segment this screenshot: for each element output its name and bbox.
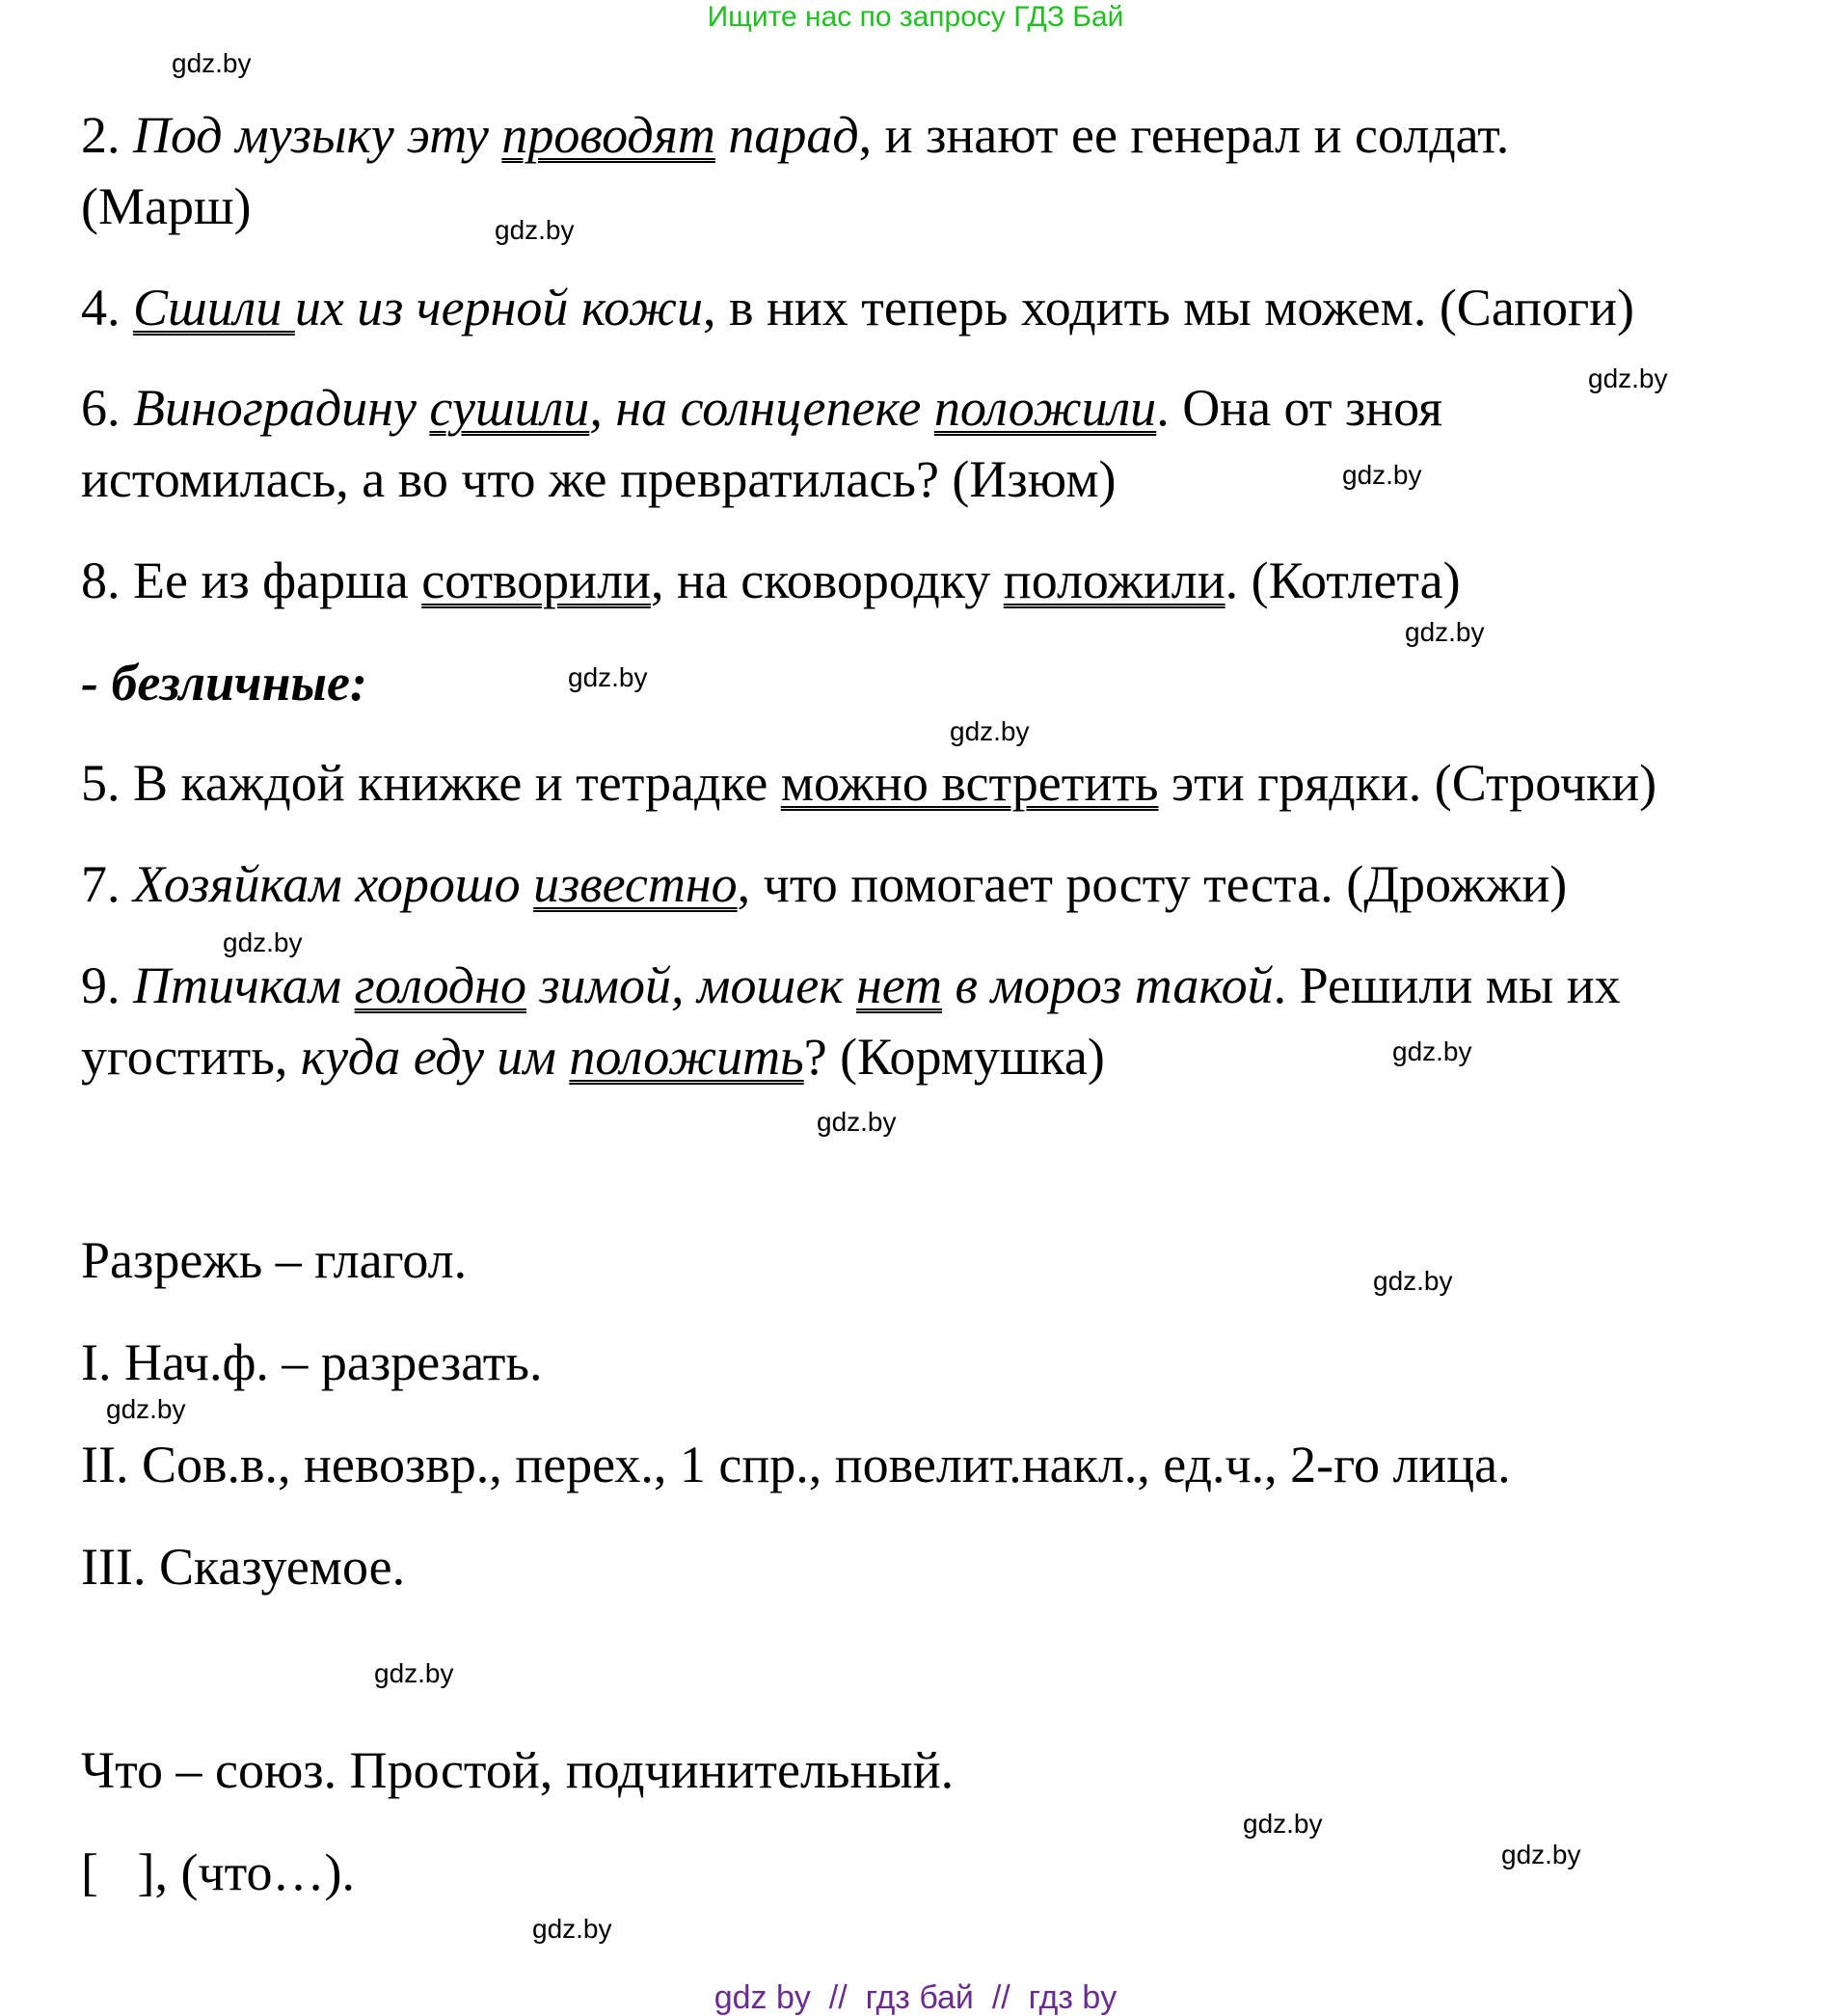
footer-links: gdz by // гдз бай // гдз by <box>714 1979 1117 2016</box>
line-8: 8. Ее из фарша сотворили, на сковородку положили. (Котлета) <box>81 551 1461 609</box>
line-2-answer: (Марш) <box>81 177 252 235</box>
watermark: gdz.by <box>568 662 648 692</box>
line-9: 9. Птичкам голодно зимой, мошек нет в мороз такой. Решили мы их <box>81 956 1621 1014</box>
watermark: gdz.by <box>495 215 575 245</box>
parse-step-3: III. Сказуемое. <box>81 1538 406 1596</box>
parse-word-title: Разрежь – глагол. <box>81 1231 468 1289</box>
watermark: gdz.by <box>532 1914 612 1944</box>
line-4: 4. Сшили их из черной кожи, в них теперь ходить мы можем. (Сапоги) <box>81 279 1635 336</box>
line-2: 2. Под музыку эту проводят парад, и знают ее генерал и солдат. <box>81 106 1510 164</box>
section-heading-impersonal: - безличные: <box>81 654 367 712</box>
search-banner: Ищите нас по запросу ГДЗ Бай <box>707 1 1124 33</box>
line-6: 6. Виноградину сушили, на солнцепеке положили. Она от зноя <box>81 379 1442 437</box>
watermark: gdz.by <box>1243 1809 1323 1839</box>
line-5: 5. В каждой книжке и тетрадке можно встретить эти грядки. (Строчки) <box>81 754 1657 812</box>
watermark: gdz.by <box>1588 363 1668 393</box>
parse-step-1: I. Нач.ф. – разрезать. <box>81 1333 543 1391</box>
parse-step-2: II. Сов.в., невозвр., перех., 1 спр., повелит.накл., ед.ч., 2-го лица. <box>81 1436 1511 1493</box>
line-6-cont: истомилась, а во что же превратилась? (Изюм) <box>81 450 1117 508</box>
watermark: gdz.by <box>1392 1036 1472 1066</box>
watermark: gdz.by <box>1405 617 1485 647</box>
watermark: gdz.by <box>1342 460 1422 490</box>
watermark: gdz.by <box>223 927 303 957</box>
line-9-cont: угостить, куда еду им положить? (Кормушка) <box>81 1028 1105 1086</box>
conjunction-analysis: Что – союз. Простой, подчинительный. <box>81 1741 955 1799</box>
watermark: gdz.by <box>817 1107 897 1137</box>
sentence-scheme: [ ], (что…). <box>81 1843 355 1901</box>
watermark: gdz.by <box>950 716 1030 746</box>
watermark: gdz.by <box>106 1394 186 1424</box>
watermark: gdz.by <box>374 1658 454 1688</box>
watermark: gdz.by <box>172 48 252 78</box>
watermark: gdz.by <box>1373 1266 1453 1296</box>
line-7: 7. Хозяйкам хорошо известно, что помогает росту теста. (Дрожжи) <box>81 855 1568 913</box>
watermark: gdz.by <box>1501 1840 1581 1869</box>
